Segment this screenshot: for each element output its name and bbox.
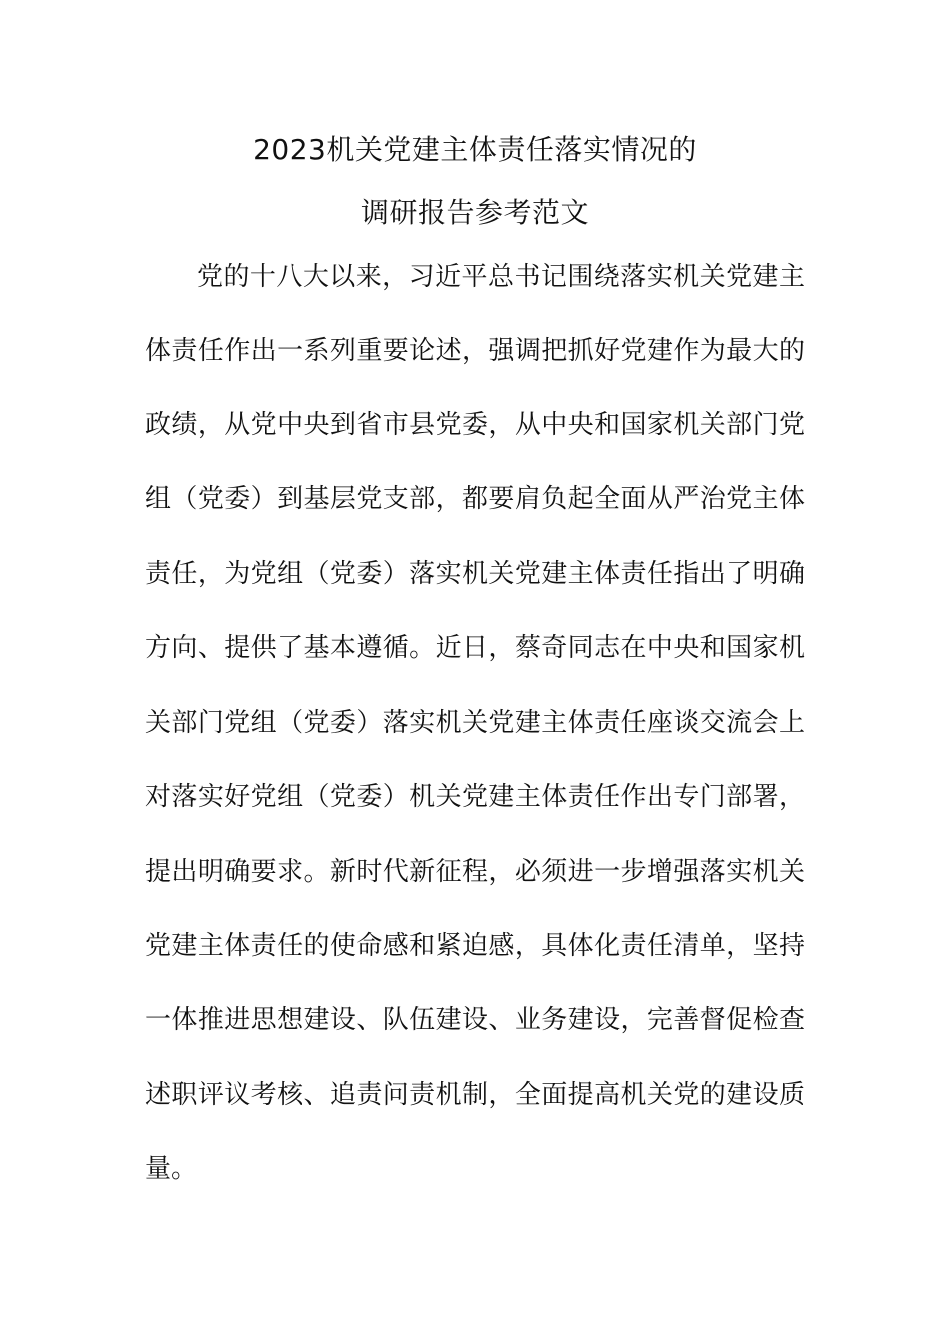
paragraph-line: 关部门党组（党委）落实机关党建主体责任座谈交流会上: [145, 708, 805, 738]
paragraph-line: 量。: [145, 1154, 198, 1184]
paragraph-line: 党的十八大以来，习近平总书记围绕落实机关党建主: [197, 262, 805, 292]
paragraph-line: 责任，为党组（党委）落实机关党建主体责任指出了明确: [145, 559, 805, 589]
paragraph-line: 一体推进思想建设、队伍建设、业务建设，完善督促检查: [145, 1005, 805, 1035]
document-title-line-2: 调研报告参考范文: [360, 196, 589, 229]
paragraph-line: 对落实好党组（党委）机关党建主体责任作出专门部署，: [145, 782, 805, 812]
paragraph-line: 组（党委）到基层党支部，都要肩负起全面从严治党主体: [145, 484, 805, 514]
paragraph-line: 提出明确要求。新时代新征程，必须进一步增强落实机关: [145, 857, 805, 887]
paragraph-line: 方向、提供了基本遵循。近日，蔡奇同志在中央和国家机: [145, 633, 805, 663]
paragraph-line: 述职评议考核、追责问责机制，全面提高机关党的建设质: [145, 1080, 805, 1110]
document-title-line-1: 2023机关党建主体责任落实情况的: [253, 133, 697, 166]
paragraph-line: 体责任作出一系列重要论述，强调把抓好党建作为最大的: [145, 336, 805, 366]
paragraph-line: 党建主体责任的使命感和紧迫感，具体化责任清单，坚持: [145, 931, 805, 961]
paragraph-line: 政绩，从党中央到省市县党委，从中央和国家机关部门党: [145, 410, 805, 440]
